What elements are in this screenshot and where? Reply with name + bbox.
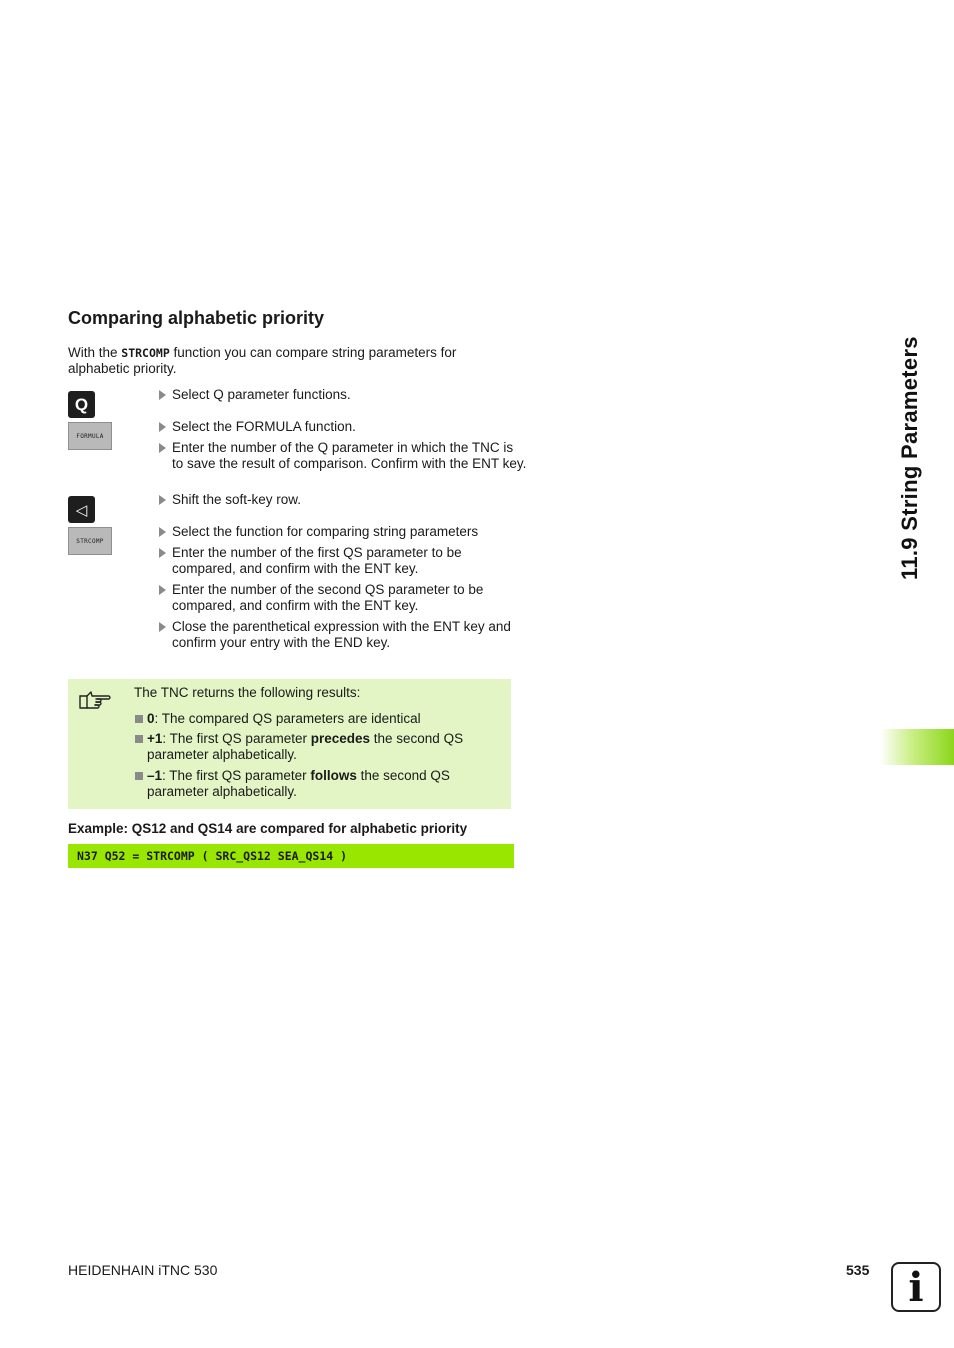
- q-key-icon: Q: [68, 391, 95, 418]
- list-item: –1: The first QS parameter follows the second QS parameter alphabetically.: [135, 768, 515, 800]
- list-item: 0: The compared QS parameters are identical: [135, 711, 515, 727]
- intro-text-after: function you can compare string parameters for alphabetic priority.: [68, 345, 457, 376]
- triangle-bullet-icon: [159, 622, 166, 632]
- page-number: 535: [846, 1262, 870, 1278]
- triangle-bullet-icon: [159, 527, 166, 537]
- square-bullet-icon: [135, 735, 143, 743]
- step-item: Enter the number of the Q parameter in which the TNC is to save the result of comparison. Confirm with the ENT key.: [159, 440, 527, 472]
- section-title: Comparing alphabetic priority: [68, 308, 325, 328]
- step-item: Enter the number of the second QS parameter to be compared, and confirm with the ENT key.: [159, 582, 527, 614]
- shift-arrow-key-icon: ◁: [68, 496, 95, 523]
- chapter-tab: [880, 729, 954, 765]
- example-title: Example: QS12 and QS14 are compared for alphabetic priority: [68, 821, 468, 836]
- step-item: Enter the number of the first QS parameter to be compared, and confirm with the ENT key.: [159, 545, 527, 577]
- chapter-side-heading: 11.9 String Parameters: [897, 336, 922, 580]
- triangle-bullet-icon: [159, 548, 166, 558]
- intro-keyword: STRCOMP: [121, 346, 170, 360]
- triangle-bullet-icon: [159, 443, 166, 453]
- code-line: N37 Q52 = STRCOMP ( SRC_QS12 SEA_QS14 ): [77, 849, 348, 863]
- step-item: Select Q parameter functions.: [159, 387, 527, 403]
- triangle-bullet-icon: [159, 495, 166, 505]
- pointing-hand-icon: [78, 688, 112, 712]
- triangle-bullet-icon: [159, 390, 166, 400]
- footer-product: HEIDENHAIN iTNC 530: [68, 1262, 218, 1278]
- step-item: Close the parenthetical expression with the ENT key and confirm your entry with the END key.: [159, 619, 527, 651]
- square-bullet-icon: [135, 715, 143, 723]
- intro-text-before: With the: [68, 345, 122, 360]
- square-bullet-icon: [135, 772, 143, 780]
- strcomp-softkey-icon: STRCOMP: [68, 527, 112, 555]
- triangle-bullet-icon: [159, 585, 166, 595]
- note-intro: The TNC returns the following results:: [134, 685, 361, 700]
- list-item: +1: The first QS parameter precedes the second QS parameter alphabetically.: [135, 731, 515, 763]
- step-item: Select the function for comparing string parameters: [159, 524, 527, 540]
- formula-softkey-icon: FORMULA: [68, 422, 112, 450]
- info-icon: i: [891, 1262, 941, 1312]
- step-item: Shift the soft-key row.: [159, 492, 527, 508]
- step-item: Select the FORMULA function.: [159, 419, 527, 435]
- triangle-bullet-icon: [159, 422, 166, 432]
- intro-paragraph: [68, 345, 508, 377]
